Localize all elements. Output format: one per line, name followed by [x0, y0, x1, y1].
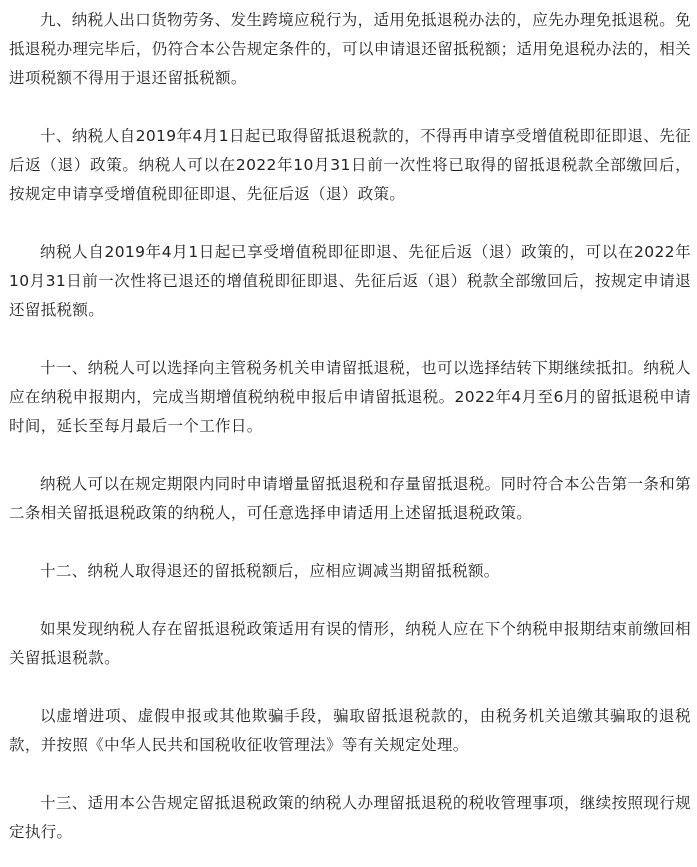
- paragraph-item-11-application: 十一、纳税人可以选择向主管税务机关申请留抵退税，也可以选择结转下期继续抵扣。纳税人应在纳税申报期内，完成当期增值税纳税申报后申请留抵退税。2022年4月至6月的留抵退税申请时间，延长至每月最后一个工作日。: [9, 359, 691, 435]
- paragraph-item-11-incremental-stock: 纳税人可以在规定期限内同时申请增量留抵退税和存量留抵退税。同时符合本公告第一条和第二条相关留抵退税政策的纳税人，可任意选择申请适用上述留抵退税政策。: [9, 475, 691, 522]
- paragraph-item-12-misapplication: 如果发现纳税人存在留抵退税政策适用有误的情形，纳税人应在下个纳税申报期结束前缴回相关留抵退税款。: [9, 620, 691, 667]
- paragraph-item-10-refund-return: 十、纳税人自2019年4月1日起已取得留抵退税款的，不得再申请享受增值税即征即退、先征后返（退）政策。纳税人可以在2022年10月31日前一次性将已取得的留抵退税款全部缴回后，按规定申请享受增值税即征即退、先征后返（退）政策。: [9, 127, 691, 203]
- paragraph-item-10-immediate-refund: 纳税人自2019年4月1日起已享受增值税即征即退、先征后返（退）政策的，可以在2022年10月31日前一次性将已退还的增值税即征即退、先征后返（退）税款全部缴回后，按规定申请退还留抵税额。: [9, 243, 691, 319]
- paragraph-item-13-administration: 十三、适用本公告规定留抵退税政策的纳税人办理留抵退税的税收管理事项，继续按照现行规定执行。: [9, 794, 691, 841]
- paragraph-item-12-adjustment: 十二、纳税人取得退还的留抵税额后，应相应调减当期留抵税额。: [40, 562, 500, 580]
- paragraph-item-12-fraud: 以虚增进项、虚假申报或其他欺骗手段，骗取留抵退税款的，由税务机关追缴其骗取的退税款，并按照《中华人民共和国税收征收管理法》等有关规定处理。: [9, 707, 691, 754]
- paragraph-item-9-export-refund: 九、纳税人出口货物劳务、发生跨境应税行为，适用免抵退税办法的，应先办理免抵退税。免抵退税办理完毕后，仍符合本公告规定条件的，可以申请退还留抵税额；适用免退税办法的，相关进项税额不得用于退还留抵税额。: [9, 11, 691, 87]
